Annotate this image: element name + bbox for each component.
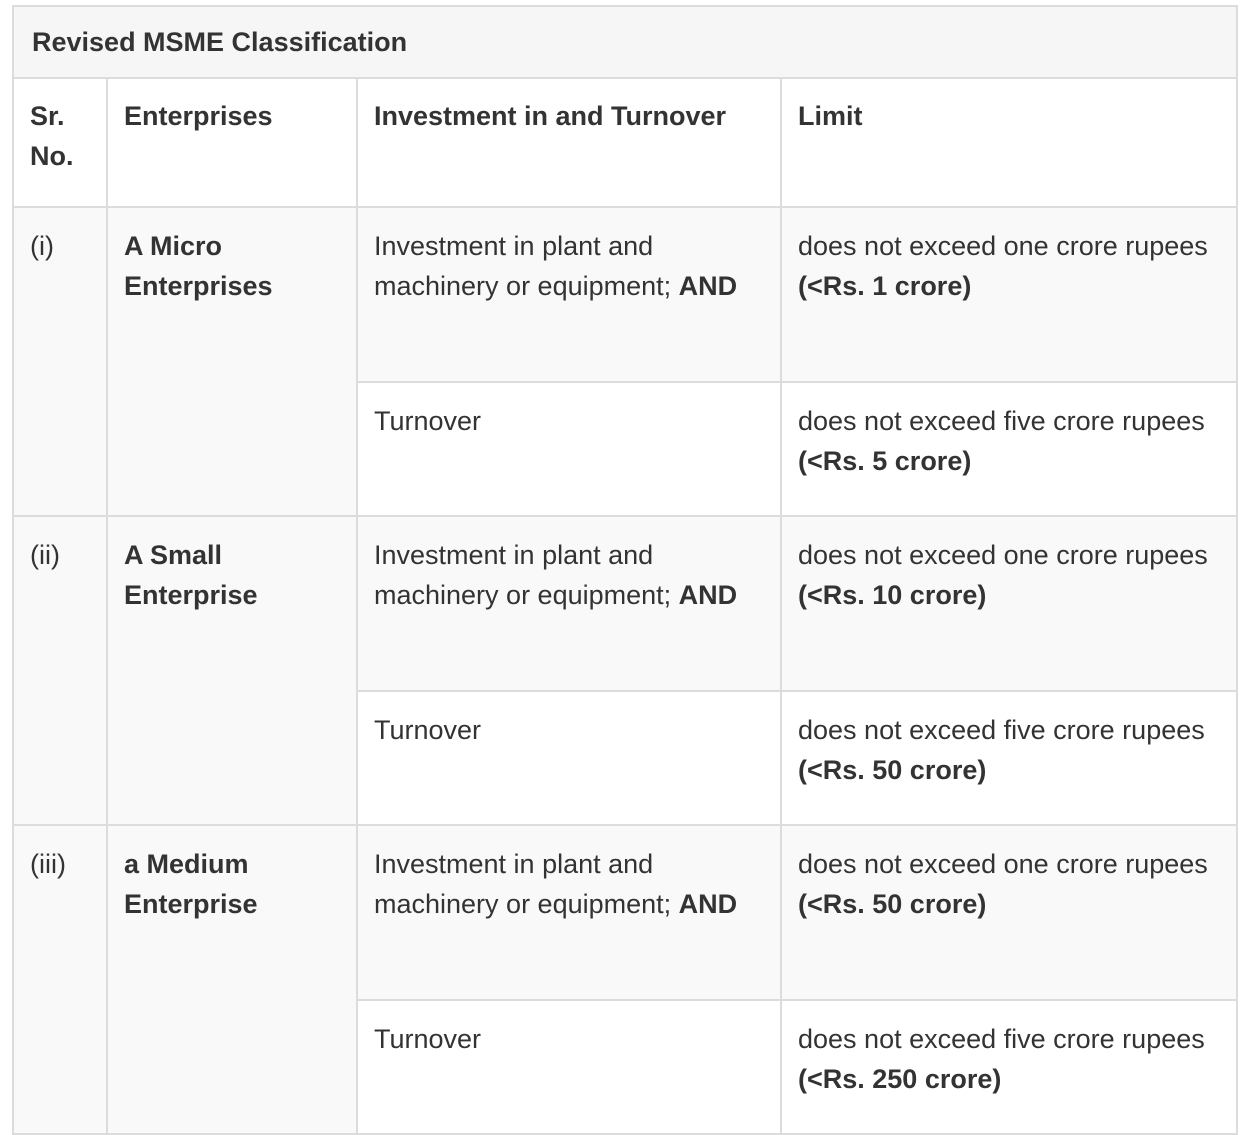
sr-no-cell: (i)	[13, 207, 107, 516]
table-row	[13, 825, 1237, 1000]
investment-limit-cell	[781, 516, 1237, 691]
msme-table-container	[12, 5, 1238, 1135]
turnover-limit-text: does not exceed five crore rupees	[798, 715, 1205, 745]
table-header-row	[13, 78, 1237, 207]
turnover-limit-cell	[781, 382, 1237, 516]
investment-criteria-cell	[357, 825, 781, 1000]
enterprise-type-cell: A Small Enterprise	[107, 516, 357, 825]
header-sr-no-line1: Sr.	[30, 101, 65, 131]
header-sr-no-line2: No.	[30, 141, 74, 171]
turnover-limit-cell	[781, 691, 1237, 825]
sr-no-cell: (ii)	[13, 516, 107, 825]
investment-limit-value: (<Rs. 1 crore)	[798, 271, 972, 301]
investment-limit-cell	[781, 207, 1237, 382]
turnover-limit-cell	[781, 1000, 1237, 1134]
investment-criteria-cell	[357, 516, 781, 691]
turnover-limit-value: (<Rs. 50 crore)	[798, 755, 987, 785]
turnover-limit-text: does not exceed five crore rupees	[798, 1024, 1205, 1054]
sr-no-cell: (iii)	[13, 825, 107, 1134]
investment-criteria-cell	[357, 207, 781, 382]
header-criteria: Investment in and Turnover	[357, 78, 781, 207]
investment-limit-value: (<Rs. 50 crore)	[798, 889, 987, 919]
header-enterprises: Enterprises	[107, 78, 357, 207]
investment-limit-text: does not exceed one crore rupees	[798, 849, 1208, 879]
table-caption-row	[13, 6, 1237, 78]
and-connector: AND	[678, 271, 738, 301]
turnover-limit-text: does not exceed five crore rupees	[798, 406, 1205, 436]
turnover-criteria-cell: Turnover	[357, 1000, 781, 1134]
investment-criteria-text: Investment in plant and machinery or equipment;	[374, 849, 672, 919]
investment-criteria-text: Investment in plant and machinery or equipment;	[374, 231, 672, 301]
table-row	[13, 207, 1237, 382]
header-limit: Limit	[781, 78, 1237, 207]
investment-limit-text: does not exceed one crore rupees	[798, 231, 1208, 261]
investment-limit-cell	[781, 825, 1237, 1000]
enterprise-type-cell: A Micro Enterprises	[107, 207, 357, 516]
investment-limit-text: does not exceed one crore rupees	[798, 540, 1208, 570]
and-connector: AND	[678, 580, 738, 610]
turnover-criteria-cell: Turnover	[357, 382, 781, 516]
enterprise-type-cell: a Medium Enterprise	[107, 825, 357, 1134]
investment-criteria-text: Investment in plant and machinery or equipment;	[374, 540, 672, 610]
turnover-criteria-cell: Turnover	[357, 691, 781, 825]
turnover-limit-value: (<Rs. 250 crore)	[798, 1064, 1002, 1094]
table-row	[13, 516, 1237, 691]
header-sr-no	[13, 78, 107, 207]
and-connector: AND	[678, 889, 738, 919]
turnover-limit-value: (<Rs. 5 crore)	[798, 446, 972, 476]
investment-limit-value: (<Rs. 10 crore)	[798, 580, 987, 610]
table-caption: Revised MSME Classification	[13, 6, 1237, 78]
msme-classification-table	[12, 5, 1238, 1135]
